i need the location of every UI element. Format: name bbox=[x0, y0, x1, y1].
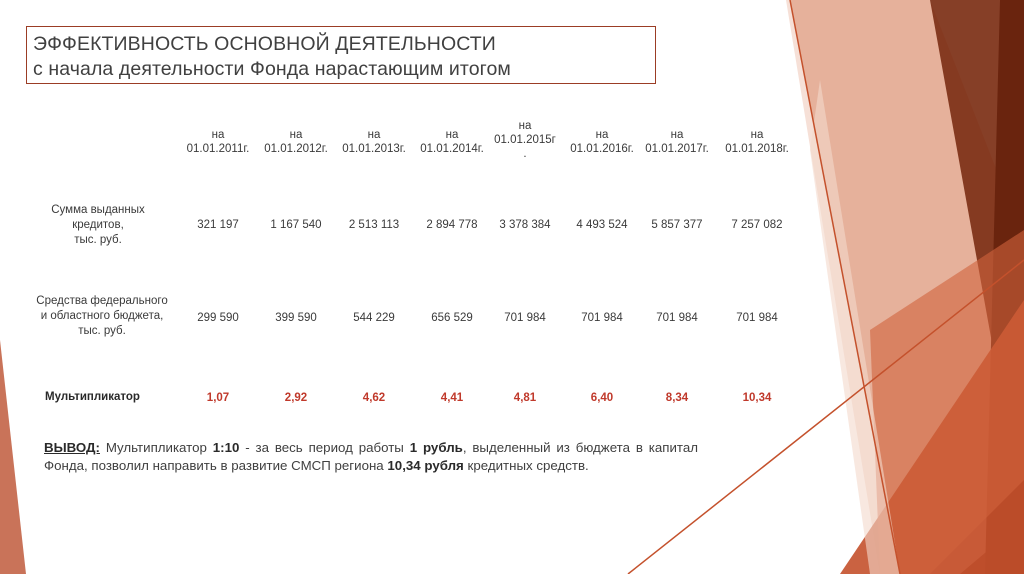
table-cell: 299 590 bbox=[197, 312, 239, 324]
header-2014: на 01.01.2014г. bbox=[420, 129, 484, 155]
header-2013: на 01.01.2013г. bbox=[342, 129, 406, 155]
row-label-loans: Сумма выданных кредитов, тыс. руб. bbox=[51, 204, 145, 246]
table-cell: 3 378 384 bbox=[499, 219, 551, 231]
table-cell: 4 493 524 bbox=[576, 219, 628, 231]
multiplier-cell: 8,34 bbox=[665, 392, 689, 404]
multiplier-cell: 10,34 bbox=[742, 392, 772, 404]
multiplier-cell: 2,92 bbox=[284, 392, 308, 404]
conclusion-label: ВЫВОД: bbox=[44, 440, 100, 455]
header-2017: на 01.01.2017г. bbox=[645, 129, 709, 155]
conclusion-part: Мультипликатор bbox=[99, 440, 213, 455]
conclusion-part: - за весь период работы bbox=[239, 440, 410, 455]
table-cell: 1 167 540 bbox=[270, 219, 322, 231]
conclusion-amount: 10,34 рубля bbox=[387, 457, 464, 473]
table-cell: 544 229 bbox=[353, 312, 395, 324]
conclusion-part: кредитных средств. bbox=[463, 457, 589, 473]
header-2015: на 01.01.2015г . bbox=[494, 120, 556, 160]
table-cell: 656 529 bbox=[431, 312, 473, 324]
header-2011: на 01.01.2011г. bbox=[186, 129, 250, 155]
header-2016: на 01.01.2016г. bbox=[570, 129, 634, 155]
multiplier-cell: 6,40 bbox=[590, 392, 614, 404]
multiplier-cell: 4,41 bbox=[440, 392, 464, 404]
conclusion-ratio: 1:10 bbox=[212, 440, 240, 455]
header-2018: на 01.01.2018г. bbox=[725, 129, 789, 155]
multiplier-cell: 1,07 bbox=[206, 392, 230, 404]
row-label-budget: Средства федерального и областного бюджета, тыс. руб. bbox=[36, 295, 168, 337]
table-cell: 2 513 113 bbox=[348, 219, 400, 231]
page-title: ЭФФЕКТИВНОСТЬ ОСНОВНОЙ ДЕЯТЕЛЬНОСТИ bbox=[33, 33, 496, 55]
conclusion-ruble: 1 рубль bbox=[409, 440, 463, 455]
table-cell: 701 984 bbox=[656, 312, 698, 324]
header-2012: на 01.01.2012г. bbox=[264, 129, 328, 155]
conclusion-part: , выделенный из бюджета в капитал Фонда, позволил направить в развитие СМСП региона bbox=[44, 440, 698, 473]
row-label-multiplier: Мультипликатор bbox=[45, 391, 140, 403]
multiplier-cell: 4,81 bbox=[513, 392, 537, 404]
page-subtitle: с начала деятельности Фонда нарастающим итогом bbox=[33, 58, 511, 80]
multiplier-cell: 4,62 bbox=[362, 392, 386, 404]
table-cell: 701 984 bbox=[736, 312, 778, 324]
table-cell: 7 257 082 bbox=[731, 219, 783, 231]
table-cell: 701 984 bbox=[504, 312, 546, 324]
table-cell: 2 894 778 bbox=[426, 219, 478, 231]
table-cell: 321 197 bbox=[197, 219, 239, 231]
table-cell: 701 984 bbox=[581, 312, 623, 324]
table-cell: 399 590 bbox=[275, 312, 317, 324]
conclusion-text bbox=[44, 439, 698, 474]
table-cell: 5 857 377 bbox=[651, 219, 703, 231]
